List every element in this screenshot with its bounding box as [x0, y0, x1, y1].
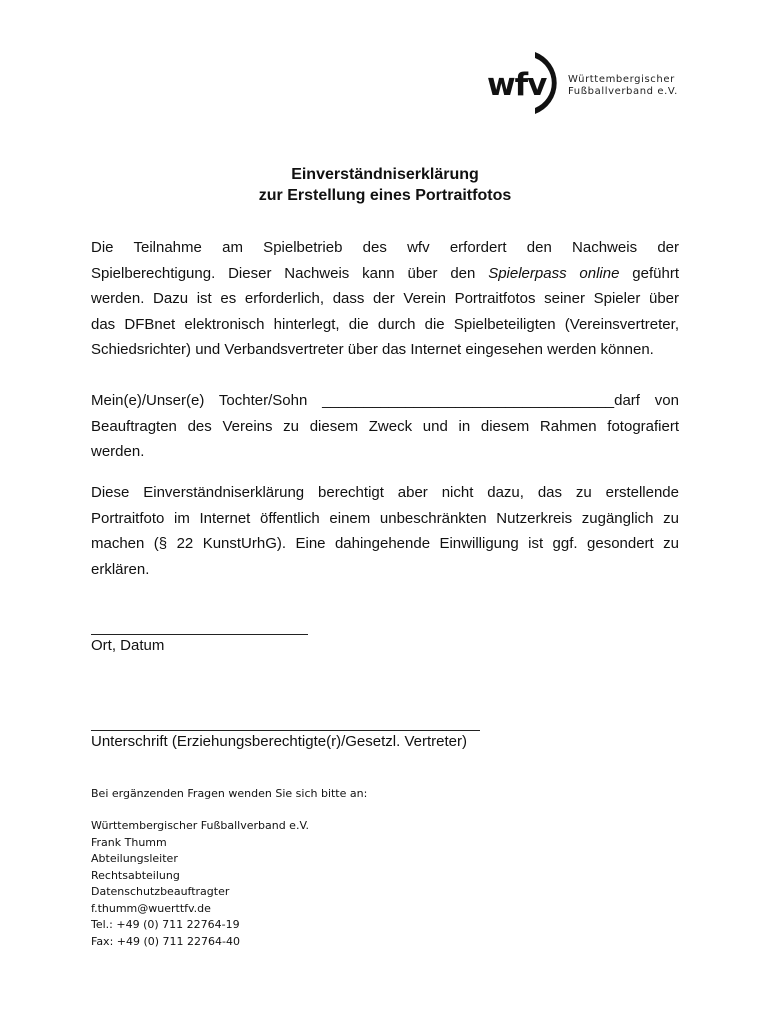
contact-block: [91, 818, 309, 950]
paragraph-line: machen (§ 22 KunstUrhG). Eine dahingehende Einwilligung ist ggf. gesondert zu: [91, 535, 679, 552]
text-run: geführt: [619, 264, 679, 282]
place-date-line: [91, 634, 308, 635]
wfv-logo-mark-icon: [485, 48, 569, 118]
guardian-signature-field: [91, 730, 480, 750]
paragraph-line: Die Teilnahme am Spielbetrieb des wfv erfordert den Nachweis der: [91, 239, 679, 256]
contact-name: Frank Thumm: [91, 835, 167, 849]
paragraph-limitation: [91, 480, 679, 582]
logo-line-1: Württembergischer: [568, 74, 675, 85]
paragraph-consent: [91, 388, 679, 465]
contact-phone: Tel.: +49 (0) 711 22764-19: [91, 918, 240, 931]
logo-wordmark: [568, 74, 678, 98]
place-date-label: Ort, Datum: [91, 637, 165, 654]
paragraph-line: Schiedsrichter) und Verbandsvertreter über das Internet eingesehen werden können.: [91, 341, 654, 358]
paragraph-line: Beauftragten des Vereins zu diesem Zweck und in diesem Rahmen fotografiert: [91, 417, 679, 435]
spielerpass-online-term: Spielerpass online: [488, 264, 620, 282]
contact-role: Rechtsabteilung: [91, 868, 180, 882]
document-title: [0, 164, 770, 206]
paragraph-line: werden.: [91, 443, 145, 460]
contact-fax: Fax: +49 (0) 711 22764-40: [91, 934, 241, 948]
paragraph-line: Portraitfoto im Internet öffentlich einem unbeschränkten Nutzerkreis zugänglich zu: [91, 509, 679, 527]
contact-role: Datenschutzbeauftragter: [91, 885, 230, 898]
contact-intro-text: Bei ergänzenden Fragen wenden Sie sich bitte an:: [91, 787, 368, 800]
title-line-2: zur Erstellung eines Portraitfotos: [258, 187, 512, 204]
contact-email: f.thumm@wuerttfv.de: [91, 901, 211, 915]
logo-line-2: Fußballverband e.V.: [568, 86, 678, 97]
svg-text:wfv: wfv: [487, 67, 547, 103]
paragraph-line: das DFBnet elektronisch hinterlegt, die durch die Spielbeteiligten (Vereinsvertreter,: [91, 315, 679, 333]
title-line-1: Einverständniserklärung: [291, 166, 479, 183]
paragraph-line: [91, 261, 679, 287]
paragraph-line: werden. Dazu ist es erforderlich, dass der Verein Portraitfotos seiner Spieler über: [91, 290, 679, 307]
paragraph-line: Diese Einverständniserklärung berechtigt aber nicht dazu, das zu erstellende: [91, 484, 679, 501]
paragraph-participation: [91, 235, 679, 363]
paragraph-line: erklären.: [91, 560, 150, 578]
wfv-logo: [485, 48, 685, 118]
signature-label: Unterschrift (Erziehungsberechtigte(r)/Gesetzl. Vertreter): [91, 733, 467, 750]
contact-org: Württembergischer Fußballverband e.V.: [91, 819, 310, 832]
signature-line: [91, 730, 480, 731]
contact-role: Abteilungsleiter: [91, 852, 178, 865]
paragraph-line: Mein(e)/Unser(e) Tochter/Sohn ___________________________________darf von: [91, 392, 679, 409]
text-run: Spielberechtigung. Dieser Nachweis kann über den: [91, 264, 489, 282]
contact-intro: [91, 786, 367, 803]
place-date-field: [91, 634, 308, 654]
